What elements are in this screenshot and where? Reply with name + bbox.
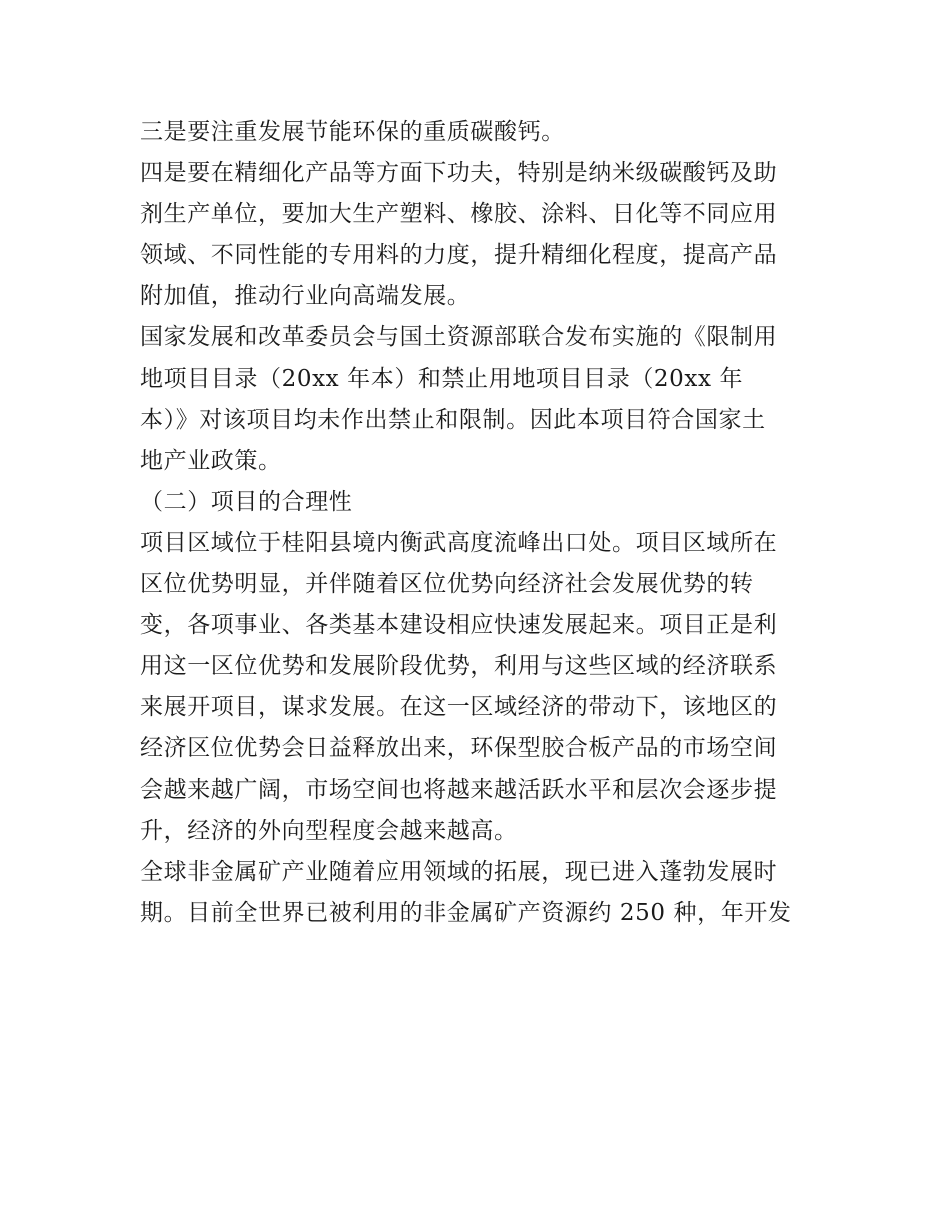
text-line: 四是要在精细化产品等方面下功夫，特别是纳米级碳酸钙及助: [140, 160, 778, 187]
text-line: 期。目前全世界已被利用的非金属矿产资源约 250 种，年开发: [140, 899, 792, 926]
text-line: 附加值，推动行业向高端发展。: [140, 283, 471, 310]
text-line: 地产业政策。: [140, 447, 282, 474]
text-line: 剂生产单位，要加大生产塑料、橡胶、涂料、日化等不同应用: [140, 201, 778, 228]
text-line: 区位优势明显，并伴随着区位优势向经济社会发展优势的转: [140, 571, 754, 598]
text-line: 三是要注重发展节能环保的重质碳酸钙。: [140, 119, 565, 145]
document-body: [140, 112, 820, 934]
text-line: 全球非金属矿产业随着应用领域的拓展，现已进入蓬勃发展时: [140, 858, 778, 885]
text-line: 变，各项事业、各类基本建设相应快速发展起来。项目正是利: [140, 612, 778, 639]
text-line: 升，经济的外向型程度会越来越高。: [140, 817, 518, 844]
text-line: 用这一区位优势和发展阶段优势，利用与这些区域的经济联系: [140, 653, 778, 680]
section-heading: （二）项目的合理性: [140, 488, 353, 515]
text-line: 领域、不同性能的专用料的力度，提升精细化程度，提高产品: [140, 242, 778, 269]
text-line: 国家发展和改革委员会与国土资源部联合发布实施的《限制用: [140, 324, 778, 351]
text-line: 会越来越广阔，市场空间也将越来越活跃水平和层次会逐步提: [140, 776, 778, 803]
text-line: 项目区域位于桂阳县境内衡武高度流峰出口处。项目区域所在: [140, 529, 778, 556]
text-line: 地项目目录（20xx 年本）和禁止用地项目目录（20xx 年: [140, 365, 744, 392]
text-line: 本）》对该项目均未作出禁止和限制。因此本项目符合国家土: [140, 406, 766, 433]
text-line: 来展开项目，谋求发展。在这一区域经济的带动下，该地区的: [140, 694, 778, 721]
text-line: 经济区位优势会日益释放出来，环保型胶合板产品的市场空间: [140, 735, 778, 762]
